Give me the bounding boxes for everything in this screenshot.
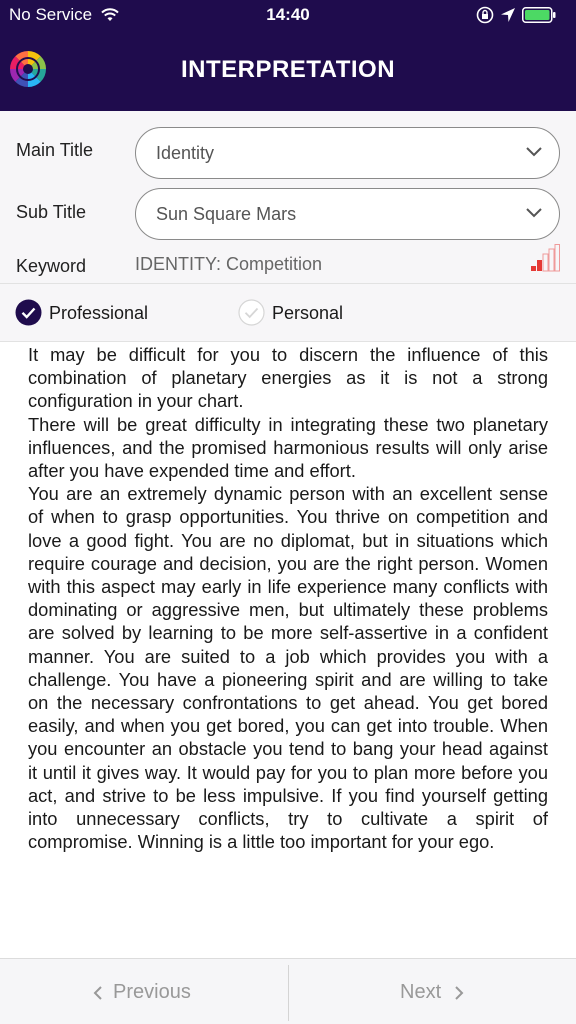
carrier-label: No Service <box>9 5 93 24</box>
sub-title-select[interactable] <box>135 188 560 240</box>
sub-title-value: Sun Square Mars <box>156 204 297 224</box>
status-bar <box>0 0 576 30</box>
keyword-value: IDENTITY: Competition <box>135 254 323 274</box>
battery-icon <box>522 7 556 23</box>
interpretation-text[interactable] <box>28 343 548 953</box>
app-header <box>0 0 576 111</box>
chevron-right-icon <box>454 985 464 1001</box>
orientation-lock-icon <box>476 6 494 24</box>
previous-button[interactable] <box>0 959 288 1024</box>
main-title-label: Main Title <box>16 140 94 160</box>
tab-personal-label: Personal <box>272 303 344 323</box>
paragraph: It may be difficult for you to discern the influence of this combination of planetary energies as it is not a strong configuration in your chart. <box>28 344 548 412</box>
previous-label: Previous <box>113 981 191 1003</box>
main-title-value: Identity <box>156 143 215 163</box>
clock: 14:40 <box>266 5 310 24</box>
chevron-down-icon <box>525 207 543 219</box>
mode-selector <box>0 283 576 342</box>
paragraph: There will be great difficulty in integrating these two planetary influences, and the promised harmonious results will only arise after you have expended time and effort. <box>28 413 548 482</box>
signal-strength-icon <box>530 244 560 272</box>
checkmark-icon <box>238 299 265 326</box>
footer-nav <box>0 958 576 1024</box>
keyword-label: Keyword <box>16 256 87 276</box>
main-title-select[interactable] <box>135 127 560 179</box>
paragraph: You are an extremely dynamic person with an excellent sense of when to grasp opportunities. You thrive on competition and love a good fight. You are no diplomat, but in situations which require courage and decision, you are the right person. Women with this aspect may early in life experience many conflicts with dominating or aggressive men, but ultimately these problems are solved by learning to be more self-assertive in a confident manner. You are suited to a job which provides you with a challenge. You have a pioneering spirit and are willing to take on the necessary confrontations to get ahead. You get bored easily, and when you get bored, you can get into trouble. When you encounter an obstacle you tend to bang your head against it until it gives way. It would pay for you to plan more before you act, and strive to be less impulsive. If you find yourself getting into unnecessary conflicts, try to cultivate a spirit of compromise. Winning is a little too important for your ego. <box>28 483 548 853</box>
next-label: Next <box>400 981 442 1003</box>
next-button[interactable] <box>288 959 576 1024</box>
checkmark-icon <box>15 299 42 326</box>
location-arrow-icon <box>500 7 516 23</box>
page-title: INTERPRETATION <box>180 56 396 83</box>
chevron-down-icon <box>525 146 543 158</box>
chevron-left-icon <box>93 985 103 1001</box>
sub-title-label: Sub Title <box>16 202 87 222</box>
tab-professional-label: Professional <box>49 303 149 323</box>
interpretation-form <box>0 111 576 283</box>
